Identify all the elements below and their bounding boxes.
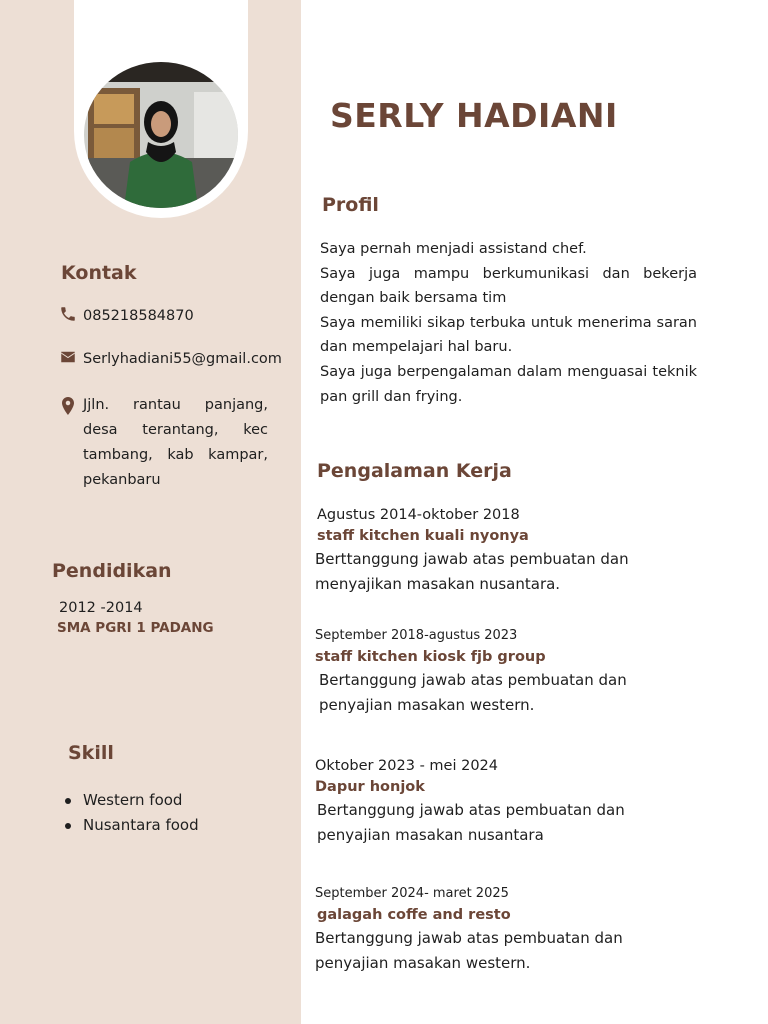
education-years: 2012 -2014 (59, 600, 143, 616)
job-title: staff kitchen kuali nyonya (317, 528, 529, 544)
education-heading: Pendidikan (52, 560, 172, 582)
person-name: SERLY HADIANI (330, 96, 618, 135)
phone-number[interactable]: 085218584870 (83, 308, 194, 324)
job-title: Dapur honjok (315, 779, 425, 795)
contact-address (59, 393, 268, 493)
profile-text (320, 237, 697, 409)
job-entry (315, 756, 665, 848)
phone-icon (59, 305, 77, 323)
job-entry (315, 626, 665, 718)
contact-phone (59, 304, 194, 329)
profile-line: Saya juga mampu berkumunikasi dan bekerja dengan baik bersama tim (320, 265, 697, 307)
profile-line: Saya juga berpengalaman dalam menguasai teknik pan grill dan frying. (320, 363, 697, 405)
contact-email (59, 347, 282, 372)
profile-line: Saya pernah menjadi assistand chef. (320, 241, 587, 257)
job-description: Bertanggung jawab atas pembuatan dan penyajian masakan nusantara (317, 801, 625, 844)
skill-item: Nusantara food (65, 813, 199, 838)
job-title: staff kitchen kiosk fjb group (315, 649, 546, 665)
bullet-icon (65, 798, 71, 804)
skill-list (65, 788, 199, 838)
job-entry (315, 884, 665, 976)
profile-photo (84, 62, 238, 208)
contact-heading: Kontak (61, 262, 137, 284)
job-description: Berttanggung jawab atas pembuatan dan menyajikan masakan nusantara. (315, 550, 629, 593)
education-school: SMA PGRI 1 PADANG (57, 620, 214, 636)
experience-heading: Pengalaman Kerja (317, 460, 512, 482)
bullet-icon (65, 823, 71, 829)
profile-line: Saya memiliki sikap terbuka untuk menerima saran dan mempelajari hal baru. (320, 314, 697, 356)
address-text: Jjln. rantau panjang, desa terantang, kec tambang, kab kampar, pekanbaru (83, 397, 268, 488)
job-description: Bertanggung jawab atas pembuatan dan penyajian masakan western. (315, 929, 623, 972)
job-date: Oktober 2023 - mei 2024 (315, 758, 498, 774)
job-date: September 2024- maret 2025 (315, 886, 509, 901)
job-title: galagah coffe and resto (317, 907, 511, 923)
job-description: Bertanggung jawab atas pembuatan dan penyajian masakan western. (319, 671, 627, 714)
skill-item: Western food (65, 788, 199, 813)
email-address[interactable]: Serlyhadiani55@gmail.com (83, 351, 282, 367)
profile-heading: Profil (322, 194, 379, 216)
job-date: September 2018-agustus 2023 (315, 628, 518, 643)
skill-heading: Skill (68, 742, 114, 764)
job-entry (315, 505, 665, 597)
job-date: Agustus 2014-oktober 2018 (317, 507, 520, 523)
email-icon (59, 348, 77, 366)
location-pin-icon (59, 396, 77, 414)
